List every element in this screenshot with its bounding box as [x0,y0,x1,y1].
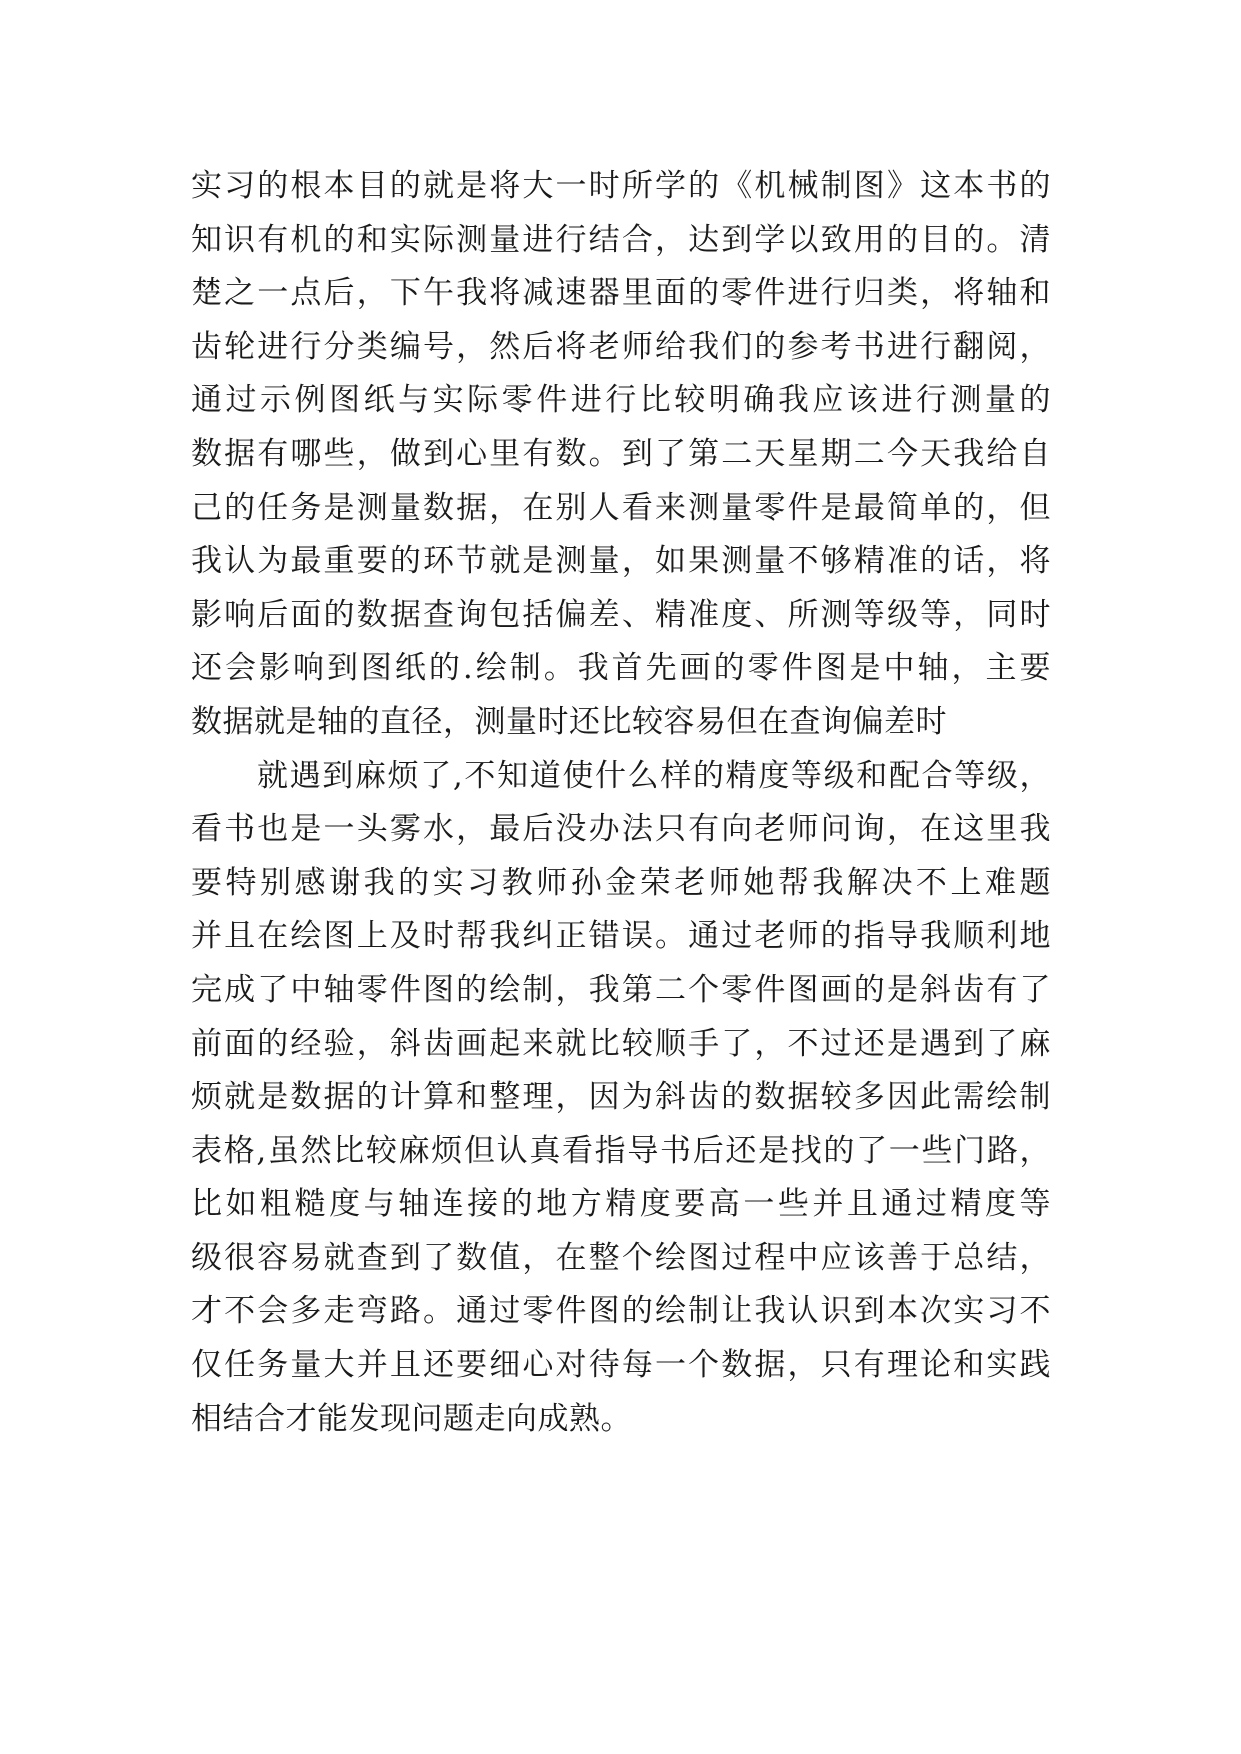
body-text [191,160,1051,1446]
text-line: 前面的经验，斜齿画起来就比较顺手了，不过还是遇到了麻 [191,1025,1051,1062]
text-line: 相结合才能发现问题走向成熟。 [191,1400,632,1437]
text-line: 要特别感谢我的实习教师孙金荣老师她帮我解决不上难题 [191,864,1051,901]
text-line: 级很容易就查到了数值，在整个绘图过程中应该善于总结， [191,1239,1051,1276]
text-line: 表格,虽然比较麻烦但认真看指导书后还是找的了一些门路， [191,1132,1051,1169]
text-line: 烦就是数据的计算和整理，因为斜齿的数据较多因此需绘制 [191,1079,1051,1116]
paragraph-first-line: 就遇到麻烦了,不知道使什么样的精度等级和配合等级， [257,757,1051,794]
text-line: 仅任务量大并且还要细心对待每一个数据，只有理论和实践 [191,1347,1051,1384]
text-line: 数据就是轴的直径，测量时还比较容易但在查询偏差时 [191,703,947,740]
text-line: 楚之一点后，下午我将减速器里面的零件进行归类，将轴和 [191,275,1051,312]
text-line: 齿轮进行分类编号，然后将老师给我们的参考书进行翻阅， [191,328,1051,365]
text-line: 比如粗糙度与轴连接的地方精度要高一些并且通过精度等 [191,1186,1051,1223]
text-line: 我认为最重要的环节就是测量，如果测量不够精准的话，将 [191,543,1051,580]
text-line: 看书也是一头雾水，最后没办法只有向老师问询，在这里我 [191,811,1051,848]
text-line: 己的任务是测量数据，在别人看来测量零件是最简单的，但 [191,489,1051,526]
text-line: 并且在绘图上及时帮我纠正错误。通过老师的指导我顺利地 [191,918,1051,955]
text-line: 通过示例图纸与实际零件进行比较明确我应该进行测量的 [191,382,1051,419]
text-line: 知识有机的和实际测量进行结合，达到学以致用的目的。清 [191,221,1051,258]
text-line: 还会影响到图纸的.绘制。我首先画的零件图是中轴，主要 [191,650,1051,687]
text-line: 数据有哪些，做到心里有数。到了第二天星期二今天我给自 [191,435,1051,472]
text-line: 影响后面的数据查询包括偏差、精准度、所测等级等，同时 [191,596,1051,633]
text-line: 实习的根本目的就是将大一时所学的《机械制图》这本书的 [191,168,1051,204]
text-line: 完成了中轴零件图的绘制，我第二个零件图画的是斜齿有了 [191,971,1051,1008]
text-line: 才不会多走弯路。通过零件图的绘制让我认识到本次实习不 [191,1293,1051,1330]
